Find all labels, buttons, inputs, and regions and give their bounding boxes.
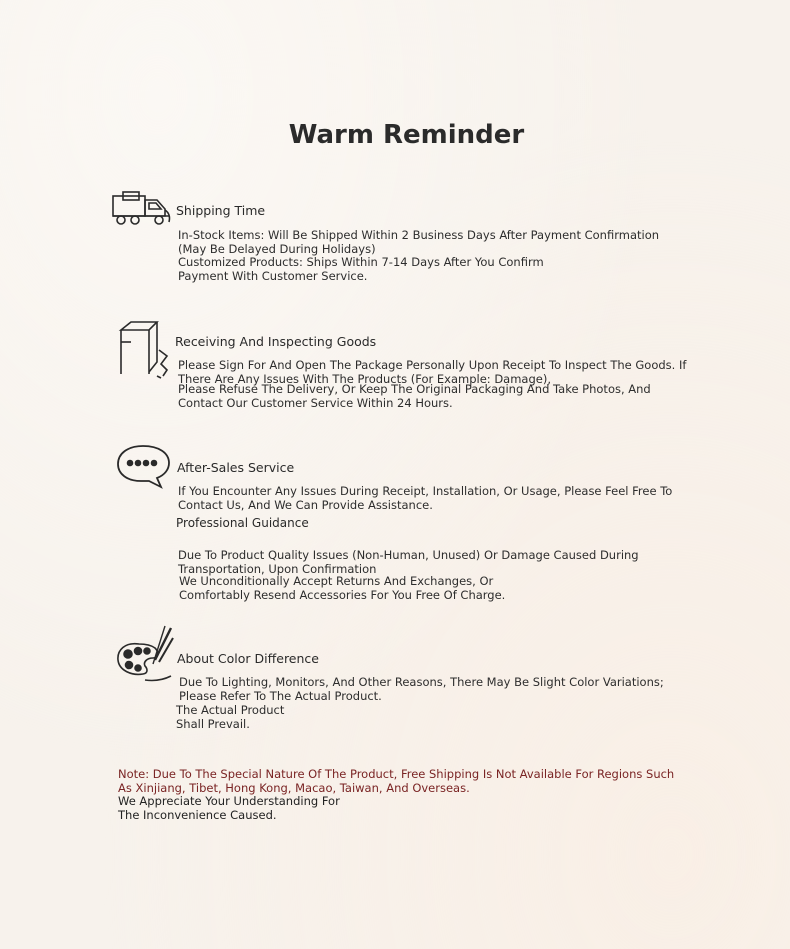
- section-heading-receiving: Receiving And Inspecting Goods: [175, 334, 377, 349]
- shipping-line-2: Customized Products: Ships Within 7-14 Days After You Confirm Payment With Customer Service.: [178, 255, 544, 283]
- professional-guidance-label: Professional Guidance: [176, 516, 309, 530]
- paint-palette-icon: [115, 624, 175, 686]
- section-heading-shipping: Shipping Time: [176, 203, 266, 218]
- receiving-line-2: Please Refuse The Delivery, Or Keep The Original Packaging And Take Photos, And Contact Our Customer Service Within 24 Hours.: [178, 382, 651, 410]
- section-heading-color-difference: About Color Difference: [177, 651, 319, 666]
- color-difference-line-1: Due To Lighting, Monitors, And Other Reasons, There May Be Slight Color Variations; Please Refer To The Actual Product.: [179, 675, 664, 703]
- after-sales-line-3: Due To Product Quality Issues (Non-Human, Unused) Or Damage Caused During Transportation, Upon Confirmation: [178, 548, 639, 576]
- box-icon: [115, 320, 173, 380]
- truck-icon: [111, 190, 173, 228]
- section-heading-after-sales: After-Sales Service: [177, 460, 295, 475]
- shipping-restriction-note: Note: Due To The Special Nature Of The Product, Free Shipping Is Not Available For Regions Such As Xinjiang, Tibet, Hong Kong, Macao, Taiwan, And Overseas.: [118, 767, 675, 795]
- color-difference-line-2: The Actual Product Shall Prevail.: [176, 703, 285, 731]
- chat-bubble-icon: [115, 443, 173, 489]
- appreciation-note: We Appreciate Your Understanding For The Inconvenience Caused.: [118, 794, 340, 822]
- shipping-line-1: In-Stock Items: Will Be Shipped Within 2 Business Days After Payment Confirmation (May Be Delayed During Holidays): [178, 228, 660, 256]
- page-title: Warm Reminder: [288, 120, 525, 150]
- after-sales-line-4: We Unconditionally Accept Returns And Exchanges, Or Comfortably Resend Accessories For You Free Of Charge.: [179, 574, 506, 602]
- receiving-line-1: Please Sign For And Open The Package Personally Upon Receipt To Inspect The Goods. If There Are Any Issues With The Products (For Example: Damage),: [178, 358, 687, 386]
- after-sales-line-1: If You Encounter Any Issues During Receipt, Installation, Or Usage, Please Feel Free To Contact Us, And We Can Provide Assistance.: [178, 484, 673, 512]
